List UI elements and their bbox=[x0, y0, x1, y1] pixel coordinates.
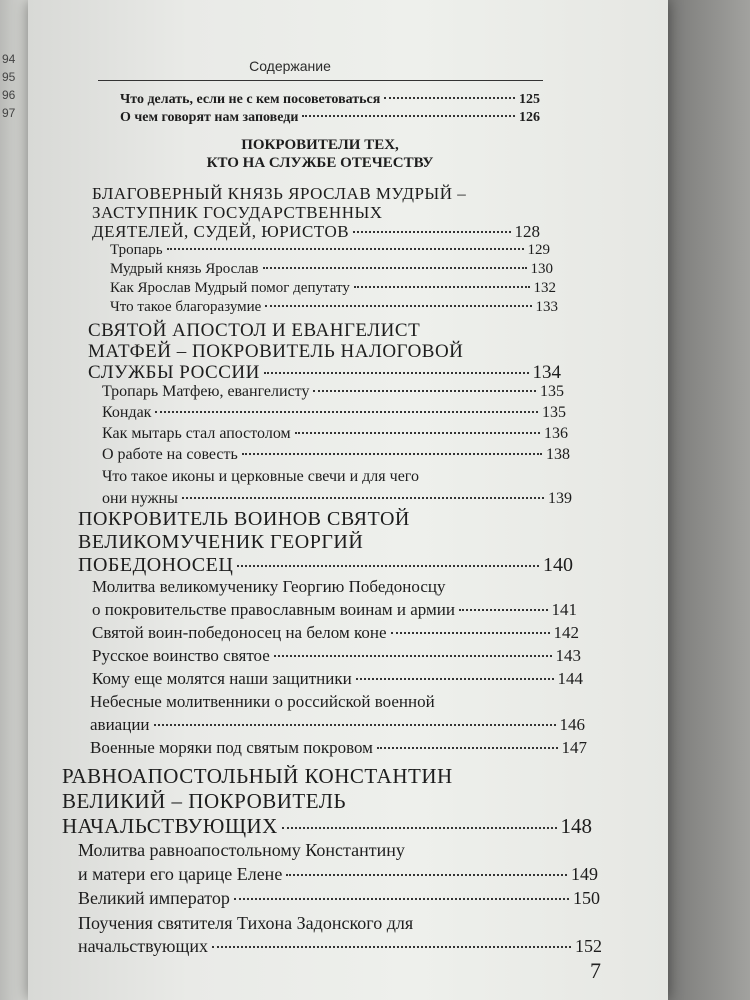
part-title-line: ПОКРОВИТЕЛИ ТЕХ, bbox=[241, 137, 399, 153]
toc-entry[interactable] bbox=[92, 646, 581, 666]
toc-entry[interactable] bbox=[110, 261, 553, 278]
toc-entry-title: о покровительстве православным воинам и армии bbox=[92, 600, 455, 619]
toc-entry[interactable] bbox=[102, 404, 566, 422]
toc-entry-page: 129 bbox=[527, 242, 550, 258]
toc-entry[interactable] bbox=[92, 623, 579, 643]
toc-entry-title: Мудрый князь Ярослав bbox=[110, 261, 259, 277]
leader-dots bbox=[182, 497, 544, 499]
toc-entry-page: 149 bbox=[571, 864, 598, 884]
leader-dots bbox=[264, 372, 529, 374]
toc-entry[interactable] bbox=[78, 864, 598, 885]
toc-entry-title: Кому еще молятся наши защитники bbox=[92, 669, 352, 688]
section-heading-line: БЛАГОВЕРНЫЙ КНЯЗЬ ЯРОСЛАВ МУДРЫЙ – bbox=[92, 184, 467, 203]
toc-entry-page: 143 bbox=[555, 646, 581, 665]
margin-number: 97 bbox=[2, 106, 16, 120]
section-heading-line: ЗАСТУПНИК ГОСУДАРСТВЕННЫХ bbox=[92, 203, 383, 222]
leader-dots bbox=[242, 453, 542, 455]
running-header: Содержание bbox=[249, 58, 331, 74]
section-heading-line: СВЯТОЙ АПОСТОЛ И ЕВАНГЕЛИСТ bbox=[88, 320, 421, 341]
toc-entry-page: 136 bbox=[544, 425, 568, 442]
toc-entry-title: Как мытарь стал апостолом bbox=[102, 425, 291, 442]
margin-number: 95 bbox=[2, 70, 16, 84]
toc-entry[interactable] bbox=[78, 936, 602, 957]
toc-entry-page: 140 bbox=[543, 554, 573, 576]
toc-entry[interactable] bbox=[90, 715, 585, 735]
toc-entry-title: авиации bbox=[90, 715, 150, 734]
toc-entry[interactable] bbox=[120, 110, 540, 126]
leader-dots bbox=[286, 874, 567, 876]
margin-number: 94 bbox=[2, 52, 16, 66]
toc-entry-page: 134 bbox=[532, 362, 561, 383]
toc-entry-page: 141 bbox=[551, 600, 577, 619]
leader-dots bbox=[302, 115, 515, 117]
part-title-line: КТО НА СЛУЖБЕ ОТЕЧЕСТВУ bbox=[206, 155, 434, 171]
toc-entry[interactable] bbox=[102, 490, 572, 508]
toc-entry-page: 150 bbox=[573, 888, 600, 908]
toc-entry-title: О чем говорят нам заповеди bbox=[120, 110, 299, 125]
section-heading-line: ВЕЛИКОМУЧЕНИК ГЕОРГИЙ bbox=[78, 531, 364, 553]
page-number: 7 bbox=[590, 958, 601, 983]
toc-entry-page: 146 bbox=[559, 715, 585, 734]
leader-dots bbox=[353, 231, 510, 233]
toc-entry-page: 128 bbox=[514, 222, 540, 241]
leader-dots bbox=[356, 678, 554, 680]
toc-entry-title: Святой воин-победоносец на белом коне bbox=[92, 623, 387, 642]
toc-entry-title: Военные моряки под святым покровом bbox=[90, 738, 373, 757]
leader-dots bbox=[155, 411, 538, 413]
toc-entry-page: 138 bbox=[546, 446, 570, 463]
leader-dots bbox=[263, 267, 527, 269]
toc-entry[interactable] bbox=[110, 299, 558, 316]
toc-entry-page: 133 bbox=[535, 299, 558, 315]
leader-dots bbox=[154, 724, 556, 726]
toc-entry-page: 126 bbox=[519, 110, 540, 125]
toc-entry-title: Тропарь Матфею, евангелисту bbox=[102, 383, 310, 400]
toc-entry-title: Как Ярослав Мудрый помог депутату bbox=[110, 280, 350, 296]
leader-dots bbox=[265, 305, 531, 307]
toc-entry[interactable] bbox=[78, 888, 600, 909]
toc-entry[interactable] bbox=[102, 446, 570, 464]
toc-entry-title: Тропарь bbox=[110, 242, 163, 258]
toc-entry-title: О работе на совесть bbox=[102, 446, 238, 463]
toc-entry[interactable] bbox=[120, 92, 540, 108]
section-heading-line: НАЧАЛЬСТВУЮЩИХ bbox=[62, 814, 278, 838]
leader-dots bbox=[384, 97, 515, 99]
header-rule bbox=[98, 80, 543, 81]
background-surface bbox=[668, 0, 750, 1000]
toc-entry-page: 144 bbox=[557, 669, 583, 688]
toc-entry-page: 132 bbox=[533, 280, 556, 296]
leader-dots bbox=[295, 432, 540, 434]
section-heading-line: ПОКРОВИТЕЛЬ ВОИНОВ СВЯТОЙ bbox=[78, 508, 410, 530]
toc-entry[interactable] bbox=[102, 425, 568, 443]
toc-entry-title: Поучения святителя Тихона Задонского для bbox=[78, 913, 414, 933]
toc-entry-title: Небесные молитвенники о российской военной bbox=[90, 692, 435, 711]
toc-entry-title: начальствующих bbox=[78, 936, 208, 956]
section-heading-entry[interactable] bbox=[92, 222, 540, 242]
toc-entry-title: Что такое благоразумие bbox=[110, 299, 262, 315]
toc-entry-page: 148 bbox=[560, 814, 592, 838]
toc-entry-page: 130 bbox=[530, 261, 553, 277]
toc-entry-title: Молитва великомученику Георгию Победоносцу bbox=[92, 577, 446, 596]
toc-entry[interactable] bbox=[102, 383, 564, 401]
section-heading-line: РАВНОАПОСТОЛЬНЫЙ КОНСТАНТИН bbox=[62, 764, 453, 788]
toc-entry-page: 147 bbox=[561, 738, 587, 757]
toc-entry-title: Молитва равноапостольному Константину bbox=[78, 840, 405, 860]
toc-entry-title: Кондак bbox=[102, 404, 152, 421]
section-heading-line: ПОБЕДОНОСЕЦ bbox=[78, 554, 234, 576]
leader-dots bbox=[377, 747, 558, 749]
section-heading-entry[interactable] bbox=[88, 362, 561, 384]
toc-entry-title: Что делать, если не с кем посоветоваться bbox=[120, 92, 381, 107]
toc-entry-page: 139 bbox=[548, 490, 572, 507]
section-heading-line: ДЕЯТЕЛЕЙ, СУДЕЙ, ЮРИСТОВ bbox=[92, 222, 350, 241]
toc-entry-page: 125 bbox=[519, 92, 540, 107]
leader-dots bbox=[354, 286, 530, 288]
leader-dots bbox=[274, 655, 552, 657]
leader-dots bbox=[282, 827, 557, 829]
leader-dots bbox=[391, 632, 550, 634]
margin-number: 96 bbox=[2, 88, 16, 102]
toc-entry-title: и матери его царице Елене bbox=[78, 864, 283, 884]
section-heading-line: МАТФЕЙ – ПОКРОВИТЕЛЬ НАЛОГОВОЙ bbox=[88, 341, 464, 362]
toc-entry-title: Русское воинство святое bbox=[92, 646, 270, 665]
leader-dots bbox=[212, 946, 571, 948]
leader-dots bbox=[167, 248, 524, 250]
previous-page-edge bbox=[0, 0, 28, 1000]
toc-entry[interactable] bbox=[110, 280, 556, 297]
leader-dots bbox=[459, 609, 548, 611]
leader-dots bbox=[234, 898, 569, 900]
toc-entry-page: 142 bbox=[553, 623, 579, 642]
toc-entry-page: 135 bbox=[540, 383, 564, 400]
leader-dots bbox=[313, 390, 536, 392]
leader-dots bbox=[237, 565, 539, 567]
toc-entry-page: 152 bbox=[575, 936, 602, 956]
toc-entry-page: 135 bbox=[542, 404, 566, 421]
toc-entry[interactable] bbox=[90, 738, 587, 758]
section-heading-entry[interactable] bbox=[62, 814, 592, 839]
toc-entry[interactable] bbox=[92, 600, 577, 620]
toc-entry[interactable] bbox=[92, 669, 583, 689]
section-heading-line: СЛУЖБЫ РОССИИ bbox=[88, 362, 260, 383]
toc-entry[interactable] bbox=[110, 242, 550, 259]
section-heading-line: ВЕЛИКИЙ – ПОКРОВИТЕЛЬ bbox=[62, 789, 347, 813]
section-heading-entry[interactable] bbox=[78, 554, 573, 577]
toc-entry-title: Великий император bbox=[78, 888, 230, 908]
toc-entry-title: Что такое иконы и церковные свечи и для чего bbox=[102, 468, 419, 485]
toc-entry-title: они нужны bbox=[102, 490, 178, 507]
